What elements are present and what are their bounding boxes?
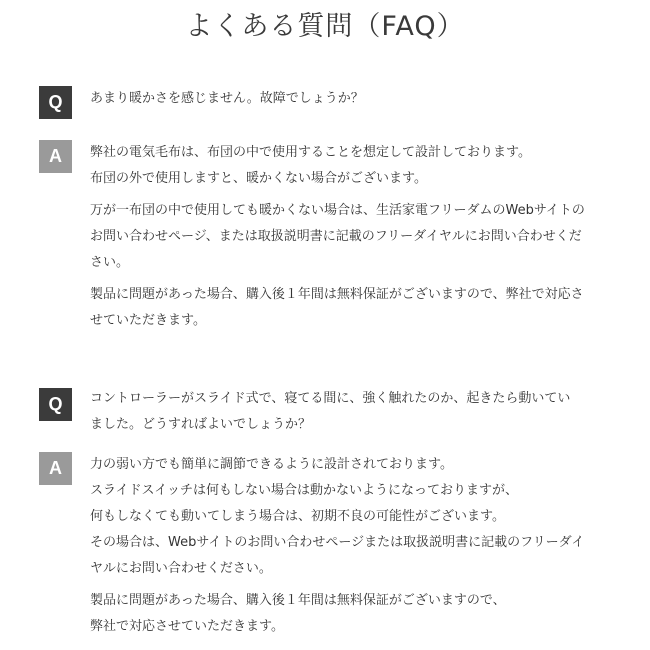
answer-line: さい。 bbox=[90, 255, 130, 270]
answer-paragraph bbox=[90, 198, 630, 276]
question-badge: Q bbox=[39, 86, 72, 119]
question-text bbox=[90, 86, 630, 112]
answer-text bbox=[90, 140, 630, 334]
answer-line: せていただきます。 bbox=[90, 313, 206, 328]
answer-text bbox=[90, 452, 630, 640]
answer-line: 製品に問題があった場合、購入後１年間は無料保証がございますので、弊社で対応さ bbox=[90, 287, 584, 302]
answer-paragraph bbox=[90, 588, 630, 640]
answer-line: その場合は、Webサイトのお問い合わせページまたは取扱説明書に記載のフリーダイ bbox=[90, 535, 585, 550]
answer-line: 何もしなくても動いてしまう場合は、初期不良の可能性がございます。 bbox=[90, 509, 505, 524]
question-line: ました。どうすればよいでしょうか？ bbox=[90, 417, 312, 432]
answer-paragraph bbox=[90, 452, 630, 582]
answer-line: お問い合わせページ、または取扱説明書に記載のフリーダイヤルにお問い合わせくだ bbox=[90, 229, 582, 244]
answer-paragraph bbox=[90, 140, 630, 192]
answer-line: 力の弱い方でも簡単に調節できるように設計されております。 bbox=[90, 457, 453, 472]
question-line: あまり暖かさを感じません。故障でしょうか？ bbox=[90, 91, 364, 106]
answer-line: スライドスイッチは何もしない場合は動かないようになっておりますが、 bbox=[90, 483, 518, 498]
answer-badge: A bbox=[39, 452, 72, 485]
answer-line: 万が一布団の中で使用しても暖かくない場合は、生活家電フリーダムのWebサイトの bbox=[90, 203, 585, 218]
answer-paragraph bbox=[90, 282, 630, 334]
answer-line: 布団の外で使用しますと、暖かくない場合がございます。 bbox=[90, 171, 427, 186]
answer-line: 弊社で対応させていただきます。 bbox=[90, 619, 284, 634]
question-line: コントローラーがスライド式で、寝てる間に、強く触れたのか、起きたら動いてい bbox=[90, 391, 571, 406]
question-badge: Q bbox=[39, 388, 72, 421]
answer-line: 弊社の電気毛布は、布団の中で使用することを想定して設計しております。 bbox=[90, 145, 531, 160]
page-title: よくある質問（FAQ） bbox=[185, 11, 465, 42]
answer-line: 製品に問題があった場合、購入後１年間は無料保証がございますので、 bbox=[90, 593, 506, 608]
answer-badge: A bbox=[39, 140, 72, 173]
answer-line: ヤルにお問い合わせください。 bbox=[90, 561, 272, 576]
question-text bbox=[90, 386, 630, 438]
